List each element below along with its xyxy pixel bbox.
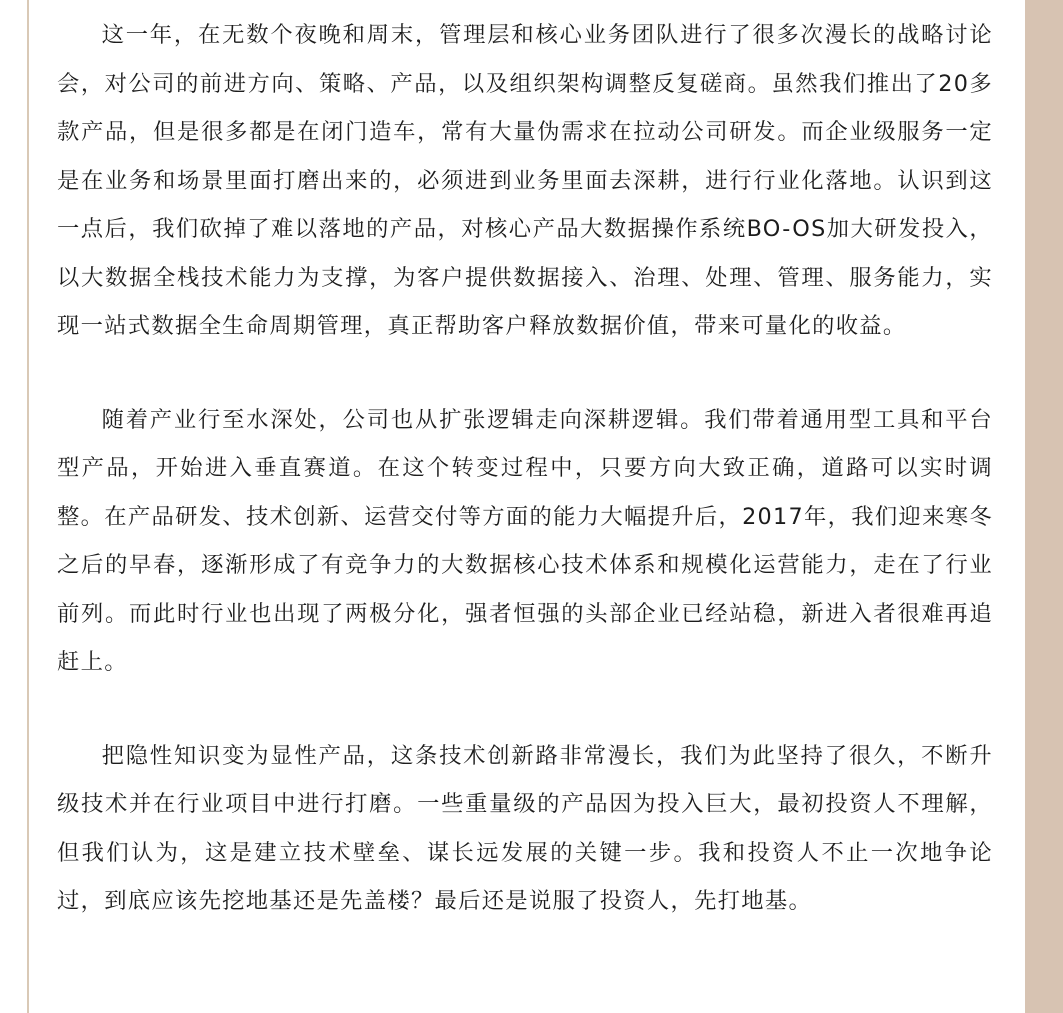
paragraph-2: 随着产业行至水深处，公司也从扩张逻辑走向深耕逻辑。我们带着通用型工具和平台型产品，开始进入垂直赛道。在这个转变过程中，只要方向大致正确，道路可以实时调整。在产品研发、技术创新、运营交付等方面的能力大幅提升后，2017年，我们迎来寒冬之后的早春，逐渐形成了有竞争力的大数据核心技术体系和规模化运营能力，走在了行业前列。而此时行业也出现了两极分化，强者恒强的头部企业已经站稳，新进入者很难再追赶上。 [57, 406, 993, 675]
right-edge-band [1025, 0, 1063, 1013]
left-border-rule [27, 0, 29, 1013]
paragraph-3: 把隐性知识变为显性产品，这条技术创新路非常漫长，我们为此坚持了很久，不断升级技术并在行业项目中进行打磨。一些重量级的产品因为投入巨大，最初投资人不理解，但我们认为，这是建立技术壁垒、谋长远发展的关键一步。我和投资人不止一次地争论过，到底应该先挖地基还是先盖楼？最后还是说服了投资人，先打地基。 [57, 742, 993, 914]
article-body [57, 11, 993, 926]
paragraph-1: 这一年，在无数个夜晚和周末，管理层和核心业务团队进行了很多次漫长的战略讨论会，对公司的前进方向、策略、产品，以及组织架构调整反复磋商。虽然我们推出了20多款产品，但是很多都是在闭门造车，常有大量伪需求在拉动公司研发。而企业级服务一定是在业务和场景里面打磨出来的，必须进到业务里面去深耕，进行行业化落地。认识到这一点后，我们砍掉了难以落地的产品，对核心产品大数据操作系统BO-OS加大研发投入，以大数据全栈技术能力为支撑，为客户提供数据接入、治理、处理、管理、服务能力，实现一站式数据全生命周期管理，真正帮助客户释放数据价值，带来可量化的收益。 [57, 22, 993, 339]
